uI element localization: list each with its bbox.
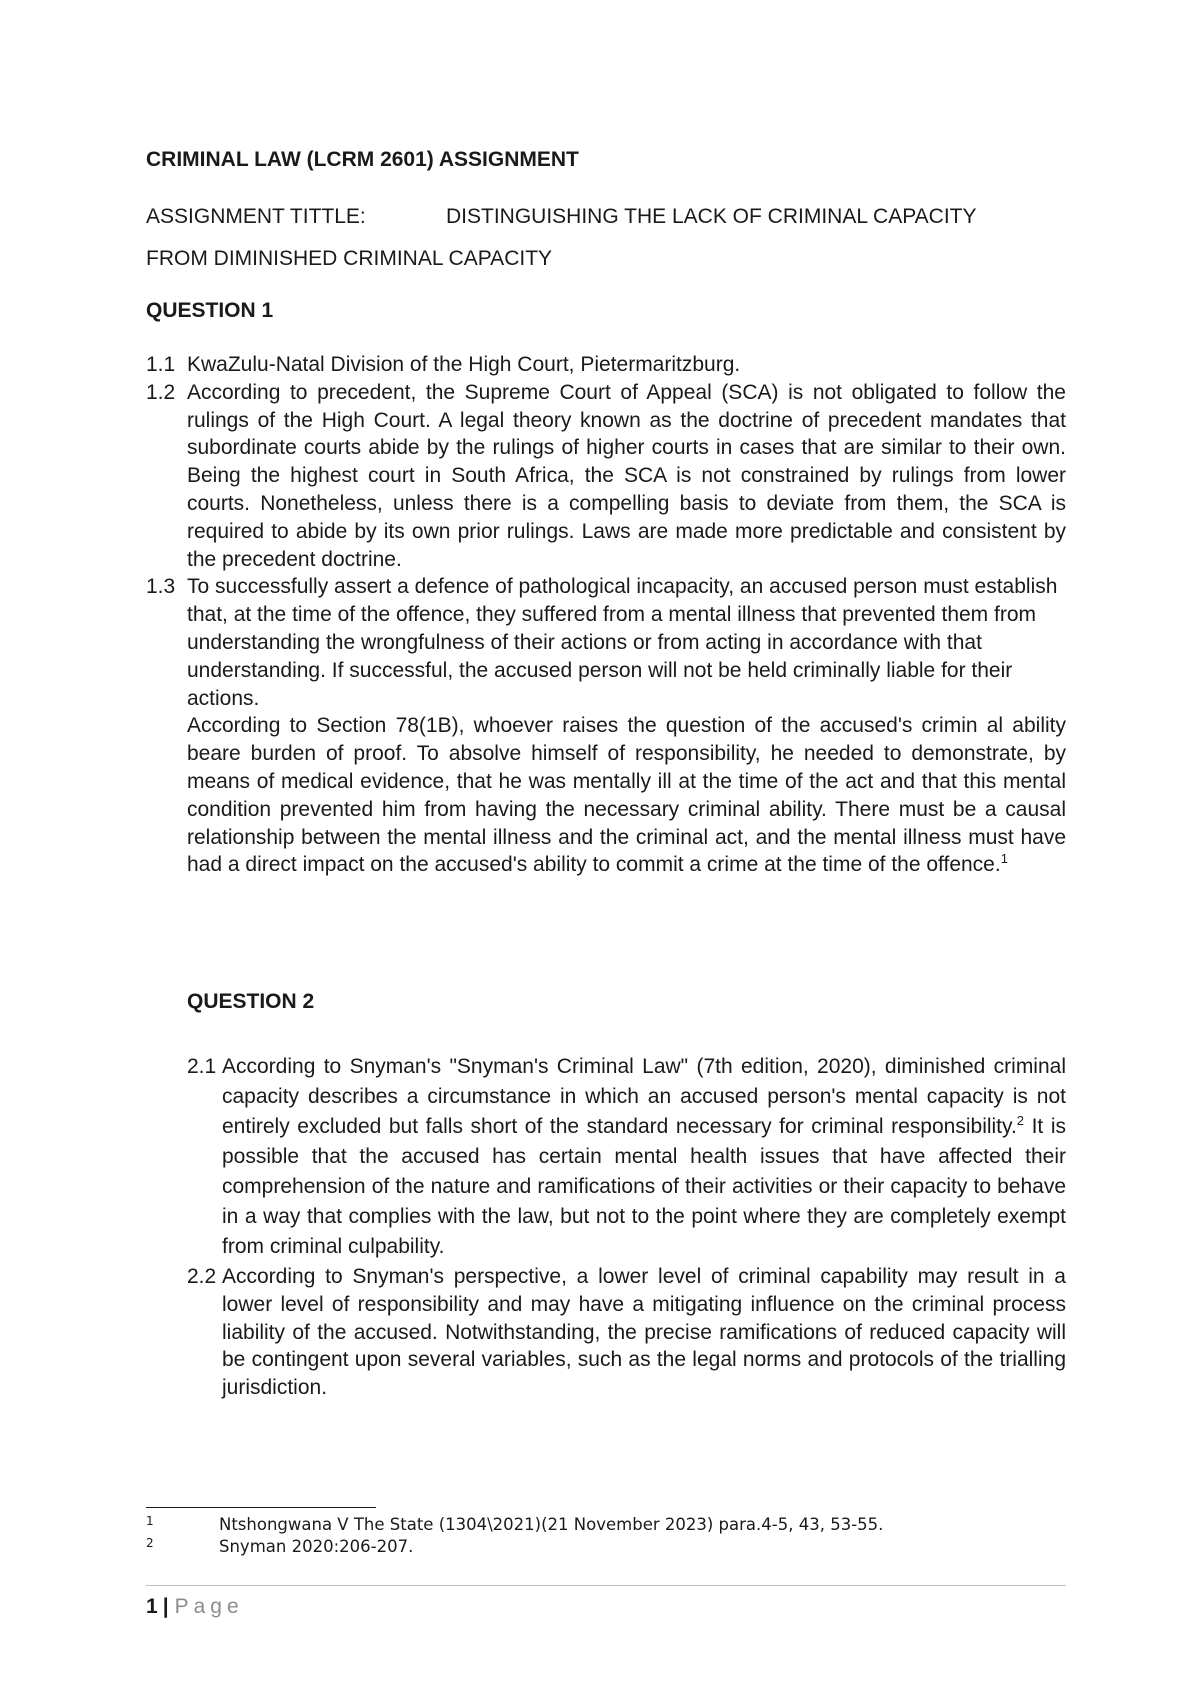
question-2-heading: QUESTION 2: [187, 990, 315, 1013]
item-text: According to Snyman's "Snyman's Criminal Law" (7th edition, 2020), diminished criminal capacity describes a circumstance in which an accused person's mental capacity is not entirely excluded but falls short of the standard necessary for criminal responsibility.: [222, 1055, 1066, 1138]
footer-separator: |: [162, 1595, 169, 1618]
assignment-title-text-1: DISTINGUISHING THE LACK OF CRIMINAL CAPACITY: [446, 205, 977, 228]
item-number: 2.2: [187, 1265, 217, 1288]
footnote: [146, 1536, 1066, 1558]
list-item: [187, 1263, 1066, 1402]
page-label: Page: [174, 1595, 244, 1618]
page-footer: [146, 1593, 244, 1621]
assignment-title-line-1: [146, 203, 1066, 231]
question-1-heading: QUESTION 1: [146, 299, 274, 322]
item-number: 2.1: [187, 1055, 217, 1078]
footnote-ref: 1: [1000, 851, 1008, 867]
assignment-title-label: ASSIGNMENT TITTLE:: [146, 205, 366, 228]
item-text-after: It is possible that the accused has certain mental health issues that have affected their comprehension of the nature and ramifications of their activities or their capacity to behave in a way that complies with the law, but not to the point where they are completely exempt from criminal culpability.: [222, 1115, 1066, 1258]
footnote-text: Ntshongwana V The State (1304\2021)(21 November 2023) para.4-5, 43, 53-55.: [219, 1515, 884, 1534]
question-2-list: [187, 1052, 1066, 1402]
footnote: [146, 1514, 1066, 1536]
footer-divider: [146, 1585, 1066, 1586]
item-number: 1.1: [146, 353, 176, 376]
footnote-number: 1: [146, 1514, 154, 1528]
item-text: According to Snyman's perspective, a lower level of criminal capability may result in a lower level of responsibility and may have a mitigating influence on the criminal process liability of the accused. Notwithstanding, the precise ramifications of reduced capacity will be contingent upon several variables, such as the legal norms and protocols of the trialling jurisdiction.: [222, 1265, 1066, 1400]
item-number: 1.3: [146, 575, 176, 599]
assignment-title-line-2: FROM DIMINISHED CRIMINAL CAPACITY: [146, 247, 553, 270]
footnote-separator: [146, 1507, 376, 1508]
footnotes: [146, 1514, 1066, 1558]
item-text: KwaZulu-Natal Division of the High Court, Pietermaritzburg.: [187, 353, 741, 376]
item-number: 1.2: [146, 380, 176, 404]
item-text-continued: [187, 712, 1066, 879]
page-number: 1: [146, 1595, 158, 1618]
list-item: [146, 351, 1066, 379]
question-1-list: [146, 351, 1066, 879]
item-text: According to precedent, the Supreme Court of Appeal (SCA) is not obligated to follow the rulings of the High Court. A legal theory known as the doctrine of precedent mandates that subordinate courts abide by the rulings of higher courts in cases that are similar to their own. Being the highest court in South Africa, the SCA is not constrained by rulings from lower courts. Nonetheless, unless there is a compelling basis to deviate from them, the SCA is required to abide by its own prior rulings. Laws are made more predictable and consistent by the precedent doctrine.: [187, 380, 1066, 571]
list-item: [146, 379, 1066, 574]
document-title: CRIMINAL LAW (LCRM 2601) ASSIGNMENT: [146, 148, 579, 171]
footnote-text: Snyman 2020:206-207.: [219, 1537, 414, 1556]
footnote-ref: 2: [1016, 1113, 1025, 1128]
item-text: To successfully assert a defence of pathological incapacity, an accused person must establish that, at the time of the offence, they suffered from a mental illness that prevented them from understanding the wrongfulness of their actions or from acting in accordance with that understanding. If successful, the accused person will not be held criminally liable for their actions.: [187, 575, 1058, 710]
list-item: [187, 1052, 1066, 1262]
item-text-2: According to Section 78(1B), whoever raises the question of the accused's crimin al ability beare burden of proof. To absolve himself of responsibility, he needed to demonstrate, by means of medical evidence, that he was mentally ill at the time of the act and that this mental condition prevented him from having the necessary criminal ability. There must be a causal relationship between the mental illness and the criminal act, and the mental illness must have had a direct impact on the accused's ability to commit a crime at the time of the offence.: [187, 714, 1066, 877]
footnote-number: 2: [146, 1536, 154, 1550]
list-item: [146, 573, 1066, 879]
